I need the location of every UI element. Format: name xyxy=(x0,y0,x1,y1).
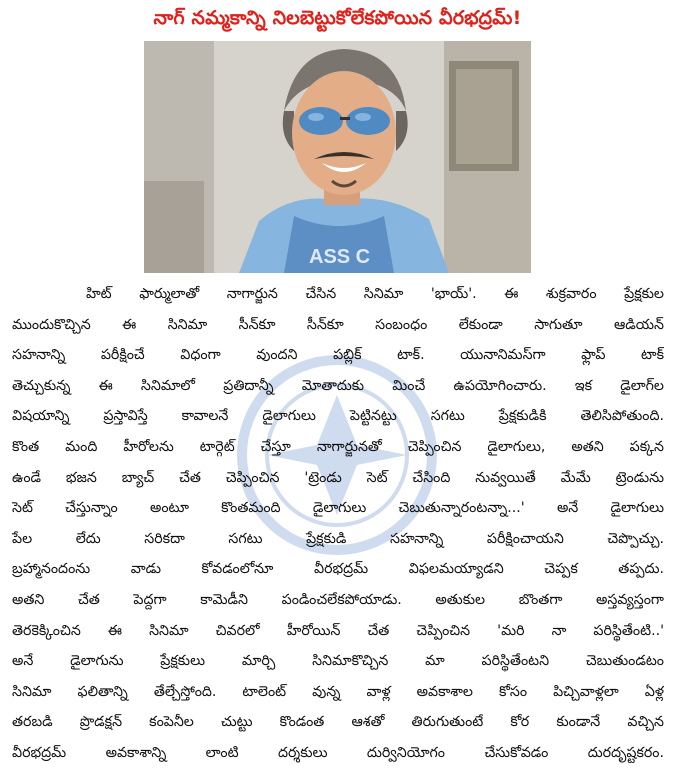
article-line: సెట్ చేస్తున్నాం అంటూ కొంతమంది డైలాగులు చెబుతున్నారంటన్నా...' అనే డైలాగులు xyxy=(12,500,664,517)
shirt-print: ASS C xyxy=(309,246,371,268)
article-line: తెచ్చుకున్న ఈ సినిమాలో ప్రతిదాన్నీ మోతాదుకు మించే ఉపయోగించారు. ఇక డైలాగ్‌ల xyxy=(12,377,664,394)
headline-container xyxy=(0,0,675,40)
article-line: హిట్ ఫార్ములాతో నాగార్జున చేసిన సినిమా 'భాయ్'. ఈ శుక్రవారం ప్రేక్షకుల xyxy=(86,286,664,302)
article-line: వీరభద్రమ్ అవకాశాన్ని లాంటి దర్శకులు దుర్వినియోగం చేసుకోవడం దురదృష్టకరం. xyxy=(12,744,664,761)
article-line: బ్రహ్మానందంను వాడు కోవడంలోనూ వీరభద్రమ్ విఫలమయ్యాడని చెప్పక తప్పదు. xyxy=(12,561,664,578)
article-line: ముందుకొచ్చిన ఈ సినిమా సీన్‌కూ సీన్‌కూ సంబంధం లేకుండా సాగుతూ ఆడియన్ xyxy=(12,316,664,333)
article-line: విషయాన్ని ప్రస్తావిస్తే కావాలనే డైలాగులు పెట్టినట్టు సగటు ప్రేక్షకుడికి తెలిసిపోతుంది. xyxy=(12,408,664,425)
article-line: పేల లేదు సరికదా సగటు ప్రేక్షకుడి సహనాన్ని పరీక్షించాయని చెప్పొచ్చు. xyxy=(12,530,664,547)
article-line: అతని చేత పెద్దగా కామెడీని పండించలేకపోయాడు. అతుకుల బొంతగా అస్తవ్యస్తంగా xyxy=(12,591,664,608)
article-line: ఉండే భజన బ్యాచ్ చేత చెప్పించిన 'ట్రెండు సెట్ చేసింది నువ్వయితే మేమే ట్రెండును xyxy=(12,469,664,486)
article-line: అనే డైలాగును ప్రేక్షకులు మార్చి సినిమాకొచ్చిన మా పరిస్థితేంటని చెబుతుండటం xyxy=(12,653,664,670)
article-line: కొంత మంది హీరోలను టార్గెట్ చేస్తూ నాగార్జునతో చెప్పించిన డైలాగులు, అతని పక్కన xyxy=(12,438,664,455)
article-line: తరబడి ప్రొడక్షన్ కంపెనీల చుట్టు కొండంత ఆశతో తిరుగుతుంటే కోర కుండానే వచ్చిన xyxy=(12,714,664,731)
portrait-photo-icon xyxy=(144,41,531,273)
article-photo xyxy=(144,41,531,273)
article-headline: నాగ్ నమ్మకాన్ని నిలబెట్టుకోలేకపోయిన వీరభద్రమ్! xyxy=(153,6,522,29)
article-body xyxy=(12,279,664,769)
article-line: సినిమా ఫలితాన్ని తేల్చేస్తోంది. టాలెంట్ వున్న వాళ్ల అవకాశాల కోసం పిచ్చివాళ్లలా ఏళ్ల xyxy=(12,683,664,700)
article-line: తెరకెక్కించిన ఈ సినిమా చివరలో హీరోయిన్ చేత చెప్పించిన 'మరి నా పరిస్థితేంటి..' xyxy=(12,622,664,639)
article-line: సహనాన్ని పరీక్షించే విధంగా వుందని పబ్లిక్ టాక్. యునానిమస్‌గా ఫ్లాప్ టాక్ xyxy=(12,347,664,364)
